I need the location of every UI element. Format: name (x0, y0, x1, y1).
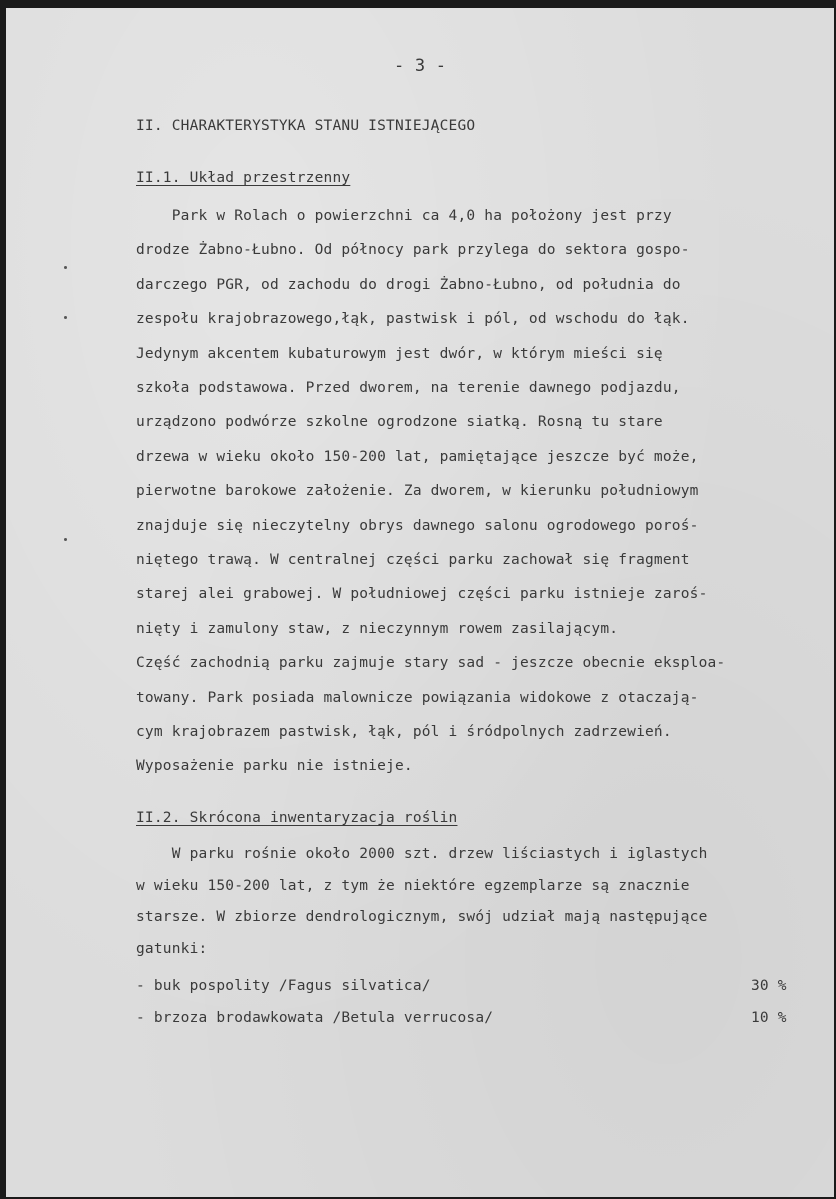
species-percent: 10 % (751, 1010, 787, 1026)
document-page (6, 8, 834, 1197)
text-line: w wieku 150-200 lat, z tym że niektóre egzemplarze są znacznie (136, 877, 690, 894)
text-line: W parku rośnie około 2000 szt. drzew liściastych i iglastych (136, 846, 708, 862)
text-line: towany. Park posiada malownicze powiązania widokowe z otaczają- (136, 689, 699, 706)
margin-dot (64, 538, 67, 541)
species-name: - brzoza brodawkowata /Betula verrucosa/ (136, 1010, 494, 1026)
section-1-title: II.1. Układ przestrzenny (136, 170, 351, 186)
margin-dot (64, 316, 67, 319)
text-line: drzewa w wieku około 150-200 lat, pamiętające jeszcze być może, (136, 448, 699, 465)
text-line: Wyposażenie parku nie istnieje. (136, 758, 413, 775)
species-percent: 30 % (751, 978, 787, 994)
text-line: pierwotne barokowe założenie. Za dworem, w kierunku południowym (136, 483, 699, 500)
text-line: urządzono podwórze szkolne ogrodzone siatką. Rosną tu stare (136, 414, 663, 431)
text-line: starej alei grabowej. W południowej części parku istnieje zaroś- (136, 586, 708, 603)
text-line: starsze. W zbiorze dendrologicznym, swój udział mają następujące (136, 909, 708, 925)
margin-dot (64, 266, 67, 269)
text-line: niętego trawą. W centralnej części parku zachował się fragment (136, 552, 690, 568)
page-number: - 3 - (394, 56, 447, 76)
text-line: darczego PGR, od zachodu do drogi Żabno-Łubno, od południa do (136, 276, 681, 293)
text-line: cym krajobrazem pastwisk, łąk, pól i śródpolnych zadrzewień. (136, 724, 672, 740)
section-2-title: II.2. Skrócona inwentaryzacja roślin (136, 810, 458, 826)
text-line: gatunki: (136, 940, 208, 957)
text-line: szkoła podstawowa. Przed dworem, na terenie dawnego podjazdu, (136, 380, 681, 396)
text-line: Część zachodnią parku zajmuje stary sad - jeszcze obecnie eksploa- (136, 655, 726, 672)
text-line: nięty i zamulony staw, z nieczynnym rowem zasilającym. (136, 620, 619, 637)
text-line: drodze Żabno-Łubno. Od północy park przylega do sektora gospo- (136, 242, 690, 259)
chapter-heading: II. CHARAKTERYSTYKA STANU ISTNIEJĄCEGO (136, 118, 476, 134)
text-line: znajduje się nieczytelny obrys dawnego salonu ogrodowego poroś- (136, 517, 699, 534)
species-name: - buk pospolity /Fagus silvatica/ (136, 978, 431, 994)
text-line: Jedynym akcentem kubaturowym jest dwór, w którym mieści się (136, 345, 663, 362)
text-line: zespołu krajobrazowego,łąk, pastwisk i pól, od wschodu do łąk. (136, 311, 690, 328)
text-line: Park w Rolach o powierzchni ca 4,0 ha położony jest przy (136, 208, 672, 224)
